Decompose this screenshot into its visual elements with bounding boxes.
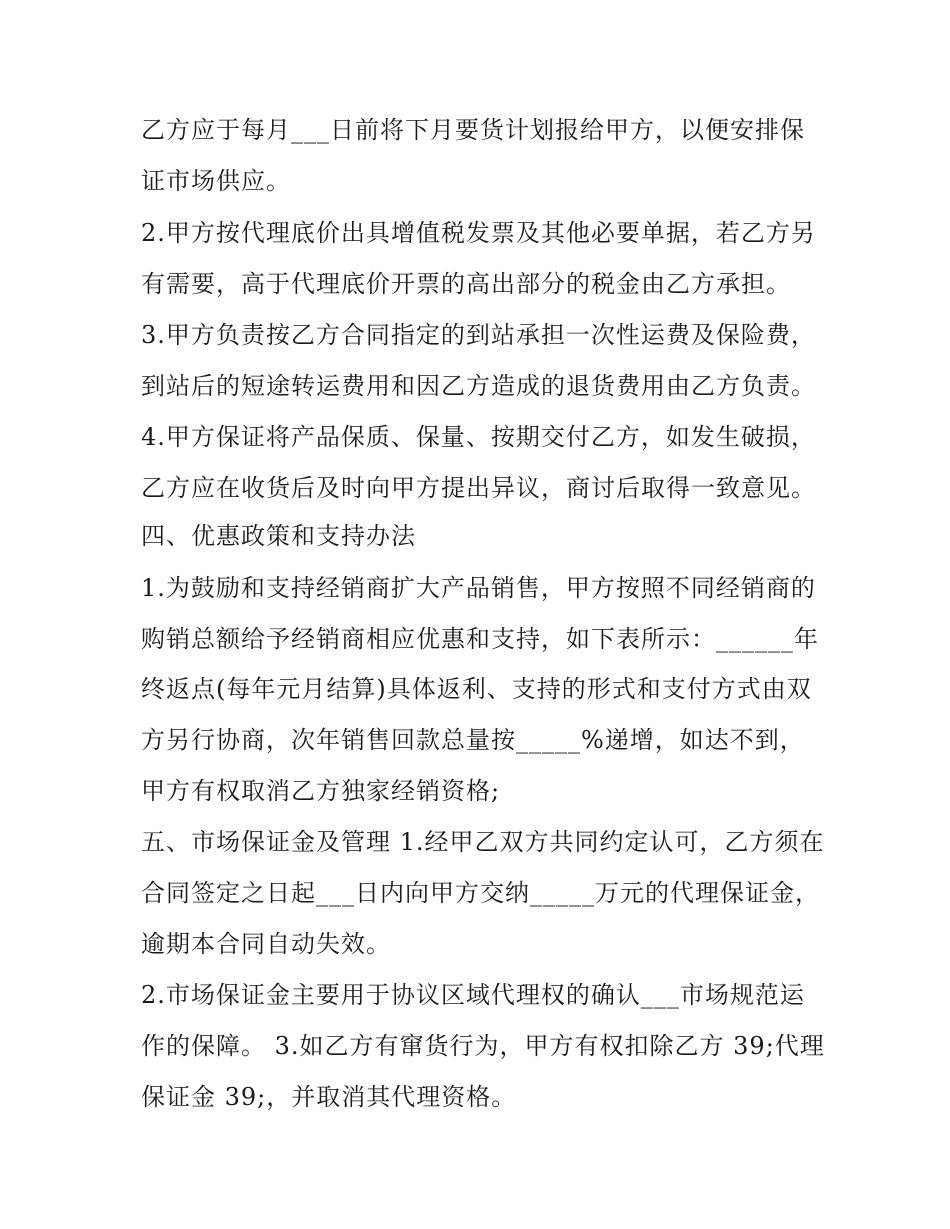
text-line: 合同签定之日起___日内向甲方交纳_____万元的代理保证金， — [141, 879, 820, 907]
text-line: 1.为鼓励和支持经销商扩大产品销售，甲方按照不同经销商的 — [141, 574, 816, 602]
text-line: 到站后的短途转运费用和因乙方造成的退货费用由乙方负责。 — [141, 372, 816, 400]
text-line: 保证金 39;，并取消其代理资格。 — [141, 1083, 517, 1111]
section-heading: 五、市场保证金及管理 1.经甲乙双方共同约定认可，乙方须在 — [141, 828, 825, 856]
text-line: 3.甲方负责按乙方合同指定的到站承担一次性运费及保险费， — [141, 321, 816, 349]
text-line: 2.甲方按代理底价出具增值税发票及其他必要单据，若乙方另 — [141, 219, 816, 247]
text-line: 有需要，高于代理底价开票的高出部分的税金由乙方承担。 — [141, 270, 791, 298]
text-line: 作的保障。 3.如乙方有窜货行为，甲方有权扣除乙方 39;代理 — [141, 1032, 825, 1060]
text-line: 乙方应于每月___日前将下月要货计划报给甲方，以便安排保 — [141, 116, 805, 144]
text-line: 逾期本合同自动失效。 — [141, 930, 391, 958]
text-line: 甲方有权取消乙方独家经销资格; — [141, 777, 501, 805]
text-line: 乙方应在收货后及时向甲方提出异议，商讨后取得一致意见。 — [141, 474, 816, 502]
text-line: 购销总额给予经销商相应优惠和支持，如下表所示：______年 — [141, 625, 819, 653]
section-heading: 四、优惠政策和支持办法 — [141, 522, 416, 550]
text-line: 终返点(每年元月结算)具体返利、支持的形式和支付方式由双 — [141, 675, 812, 703]
text-line: 方另行协商，次年销售回款总量按_____%递增，如达不到， — [141, 726, 805, 754]
text-line: 证市场供应。 — [141, 167, 291, 195]
text-line: 2.市场保证金主要用于协议区域代理权的确认___市场规范运 — [141, 981, 805, 1009]
text-line: 4.甲方保证将产品保质、保量、按期交付乙方，如发生破损， — [141, 423, 816, 451]
